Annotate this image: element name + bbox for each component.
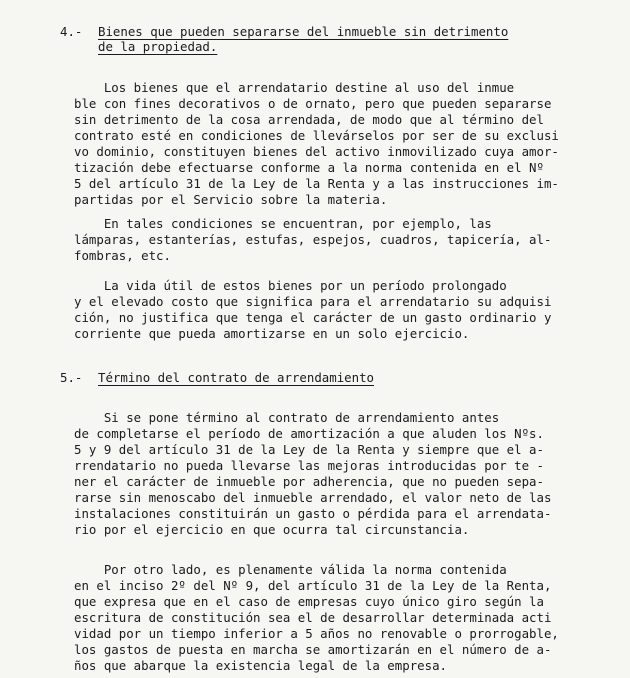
text-line: en el inciso 2º del Nº 9, del artículo 31 de la Ley de la Renta, <box>74 578 552 593</box>
text-line: En tales condiciones se encuentran, por ejemplo, las <box>74 216 492 231</box>
section-4-title-line-1: Bienes que pueden separarse del inmueble sin detrimento <box>98 24 509 39</box>
text-line: ble con fines decorativos o de ornato, pero que pueden separarse <box>74 96 552 111</box>
text-line: Por otro lado, es plenamente válida la norma contenida <box>74 562 507 577</box>
text-line: 5 y 9 del artículo 31 de la Ley de la Renta y siempre que el a- <box>74 442 544 457</box>
text-line: que expresa que en el caso de empresas cuyo único giro según la <box>74 594 544 609</box>
text-line: y el elevado costo que significa para el arrendatario su adquisi <box>74 294 552 309</box>
text-line: Los bienes que el arrendatario destine al uso del inmue <box>74 80 515 95</box>
section-4-number: 4.- <box>60 24 83 39</box>
section-5-number: 5.- <box>60 370 83 385</box>
text-line: rrendatario no pueda llevarse las mejoras introducidas por te - <box>74 458 544 473</box>
text-line: escritura de constitución sea el de desarrollar determinada acti <box>74 610 552 625</box>
text-line: vo dominio, constituyen bienes del activo inmovilizado cuya amor- <box>74 144 559 159</box>
text-line: ner el carácter de inmueble por adherencia, que no pueden sepa- <box>74 474 544 489</box>
text-line: ños que abarque la existencia legal de la empresa. <box>74 658 447 673</box>
text-line: sin detrimento de la cosa arrendada, de modo que al término del <box>74 112 544 127</box>
text-line: tización debe efectuarse conforme a la norma contenida en el Nº <box>74 160 544 175</box>
text-line: contrato esté en condiciones de llevárselos por ser de su exclusi <box>74 128 559 143</box>
text-line: corriente que pueda amortizarse en un solo ejercicio. <box>74 326 470 341</box>
text-line: lámparas, estanterías, estufas, espejos, cuadros, tapicería, al- <box>74 232 552 247</box>
text-line: de completarse el período de amortización a que aluden los Nºs. <box>74 426 544 441</box>
text-line: rarse sin menoscabo del inmueble arrendado, el valor neto de las <box>74 490 552 505</box>
text-line: los gastos de puesta en marcha se amortizarán en el número de a- <box>74 642 552 657</box>
section-5-title: Término del contrato de arrendamiento <box>98 370 375 385</box>
text-line: vidad por un tiempo inferior a 5 años no renovable o prorrogable, <box>74 626 559 641</box>
text-line: La vida útil de estos bienes por un período prolongado <box>74 278 507 293</box>
text-line: 5 del artículo 31 de la Ley de la Renta y a las instrucciones im- <box>74 176 559 191</box>
text-line: ción, no justifica que tenga el carácter de un gasto ordinario y <box>74 310 552 325</box>
text-line: Si se pone término al contrato de arrendamiento antes <box>74 410 500 425</box>
text-line: partidas por el Servicio sobre la materia. <box>74 192 388 207</box>
text-line: instalaciones constituirán un gasto o pérdida para el arrendata- <box>74 506 552 521</box>
section-4-title-line-2: de la propiedad. <box>98 39 218 54</box>
text-line: fombras, etc. <box>74 248 171 263</box>
text-line: rio por el ejercicio en que ocurra tal circunstancia. <box>74 522 470 537</box>
